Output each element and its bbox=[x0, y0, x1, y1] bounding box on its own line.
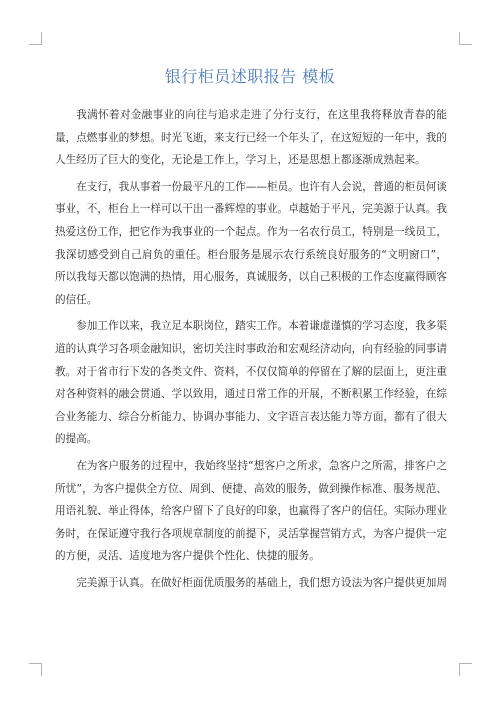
paragraph-5: 完美源于认真。在做好柜面优质服务的基础上，我们想方设法为客户提供更加周 bbox=[76, 576, 447, 589]
crop-mark-bottom-left bbox=[29, 663, 42, 676]
crop-mark-top-left bbox=[29, 32, 42, 45]
paragraph-3: 参加工作以来，我立足本职岗位，踏实工作。本着谦虚谨慎的学习态度，我多渠道的认真学习各项金融知识，密切关注时事政治和宏观经济动向，向有经验的同事请教。对于省市行下发的各类文件、资料，不仅仅简单的停留在了解的层面上，更注重对各种资料的融会贯通、学以致用，通过日常工作的开展，不断积累工作经验，在综合业务能力、综合分析能力、协调办事能力、文字语言表达能力等方面，都有了很大的提高。 bbox=[55, 320, 447, 446]
crop-mark-top-right bbox=[459, 32, 472, 45]
document-body bbox=[55, 104, 447, 594]
crop-mark-bottom-right bbox=[459, 663, 472, 676]
paragraph-1: 我满怀着对金融事业的向往与追求走进了分行支行，在这里我将释放青春的能量，点燃事业的梦想。时光飞逝，来支行已经一个年头了，在这短短的一年中，我的人生经历了巨大的变化，无论是工作上，学习上，还是思想上都逐渐成熟起来。 bbox=[55, 109, 447, 167]
paragraph-4: 在为客户服务的过程中，我始终坚持“想客户之所求，急客户之所需，排客户之所忧”，为客户提供全方位、周到、便捷、高效的服务，做到操作标准、服务规范、用语礼貌、举止得体，给客户留下了良好的印象，也赢得了客户的信任。实际办理业务时，在保证遵守我行各项规章制度的前提下，灵活掌握营销方式，为客户提供一定的方便，灵活、适度地为客户提供个性化、快捷的服务。 bbox=[55, 459, 447, 563]
paragraph-2: 在支行，我从事着一份最平凡的工作——柜员。也许有人会说，普通的柜员何谈事业，不，柜台上一样可以干出一番辉煌的事业。卓越始于平凡，完美源于认真。我热爱这份工作，把它作为我事业的一个起点。作为一名农行员工，特别是一线员工，我深切感受到自己肩负的重任。柜台服务是展示农行系统良好服务的“文明窗口”，所以我每天都以饱满的热情，用心服务，真诚服务，以自己积极的工作态度赢得顾客的信任。 bbox=[55, 180, 447, 306]
document-title: 银行柜员述职报告 模板 bbox=[164, 67, 336, 86]
